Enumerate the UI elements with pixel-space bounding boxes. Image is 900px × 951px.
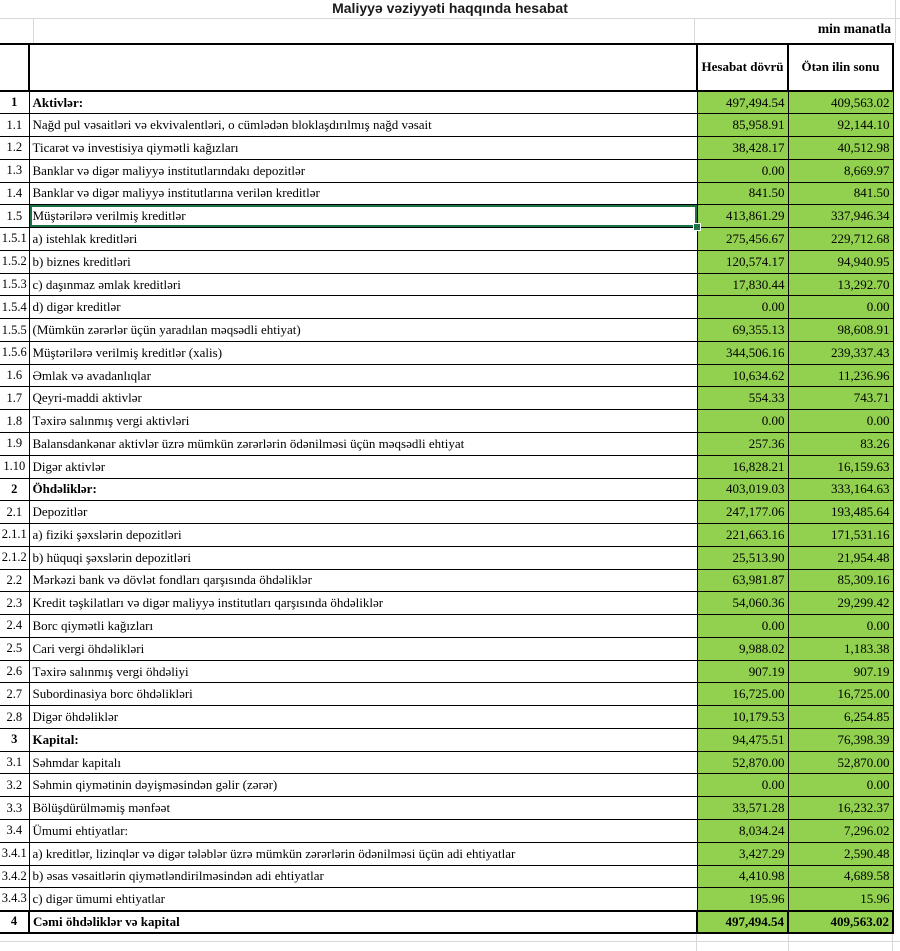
value-current[interactable]: 497,494.54 bbox=[697, 911, 788, 934]
table-row bbox=[0, 296, 893, 319]
row-num[interactable]: 1.5.3 bbox=[0, 273, 29, 296]
table-row bbox=[0, 774, 893, 797]
row-num[interactable]: 1.4 bbox=[0, 182, 29, 205]
value-current[interactable]: 0.00 bbox=[697, 410, 788, 433]
row-label[interactable]: Ümumi ehtiyatlar: bbox=[29, 820, 697, 843]
value-previous[interactable]: 171,531.16 bbox=[788, 524, 893, 547]
table-row bbox=[0, 637, 893, 660]
row-label[interactable]: Bölüşdürülməmiş mənfəət bbox=[29, 797, 697, 820]
row-label[interactable]: c) digər ümumi ehtiyatlar bbox=[29, 888, 697, 911]
row-label[interactable]: Depozitlər bbox=[29, 501, 697, 524]
table-row bbox=[0, 432, 893, 455]
row-num[interactable]: 3.4 bbox=[0, 820, 29, 843]
row-num[interactable]: 3.1 bbox=[0, 751, 29, 774]
row-label[interactable]: b) hüquqi şəxslərin depozitləri bbox=[29, 546, 697, 569]
gridline bbox=[788, 934, 789, 951]
value-current[interactable]: 841.50 bbox=[697, 182, 788, 205]
row-num[interactable]: 1.6 bbox=[0, 364, 29, 387]
value-previous[interactable]: 743.71 bbox=[788, 387, 893, 410]
value-current[interactable]: 221,663.16 bbox=[697, 524, 788, 547]
row-label[interactable]: Öhdəliklər: bbox=[29, 478, 697, 501]
value-current[interactable]: 63,981.87 bbox=[697, 569, 788, 592]
value-previous[interactable]: 16,232.37 bbox=[788, 797, 893, 820]
row-num[interactable]: 3.3 bbox=[0, 797, 29, 820]
gridline bbox=[0, 941, 900, 942]
row-label[interactable]: Borc qiymətli kağızları bbox=[29, 615, 697, 638]
value-previous[interactable]: 4,689.58 bbox=[788, 865, 893, 888]
value-current[interactable]: 497,494.54 bbox=[697, 91, 788, 114]
row-label[interactable]: Kredit təşkilatları və digər maliyyə institutları qarşısında öhdəliklər bbox=[29, 592, 697, 615]
gridline bbox=[33, 18, 34, 43]
value-previous[interactable]: 92,144.10 bbox=[788, 114, 893, 137]
table-row bbox=[0, 137, 893, 160]
value-previous[interactable]: 11,236.96 bbox=[788, 364, 893, 387]
row-num[interactable]: 2.7 bbox=[0, 683, 29, 706]
row-label[interactable]: Banklar və digər maliyyə institutlarına verilən kreditlər bbox=[29, 182, 697, 205]
row-label[interactable]: d) digər kreditlər bbox=[29, 296, 697, 319]
table-row bbox=[0, 820, 893, 843]
row-num[interactable]: 1 bbox=[0, 91, 29, 114]
row-label[interactable]: Müştərilərə verilmiş kreditlər bbox=[29, 205, 697, 228]
value-previous[interactable]: 15.96 bbox=[788, 888, 893, 911]
table-row bbox=[0, 319, 893, 342]
row-num[interactable]: 1.8 bbox=[0, 410, 29, 433]
value-previous[interactable]: 7,296.02 bbox=[788, 820, 893, 843]
value-current[interactable]: 4,410.98 bbox=[697, 865, 788, 888]
value-previous[interactable]: 229,712.68 bbox=[788, 228, 893, 251]
value-previous[interactable]: 0.00 bbox=[788, 410, 893, 433]
table-row bbox=[0, 455, 893, 478]
row-label[interactable]: Əmlak və avadanlıqlar bbox=[29, 364, 697, 387]
value-previous[interactable]: 16,159.63 bbox=[788, 455, 893, 478]
unit-label: min manatla bbox=[817, 21, 891, 36]
value-current[interactable]: 0.00 bbox=[697, 296, 788, 319]
row-label[interactable]: Nağd pul vəsaitləri və ekvivalentləri, o cümlədən bloklaşdırılmış nağd vəsait bbox=[29, 114, 697, 137]
row-num[interactable]: 2.6 bbox=[0, 660, 29, 683]
col-header-prev-year-end[interactable]: Ötən ilin sonu bbox=[788, 44, 893, 91]
row-num[interactable]: 2.1 bbox=[0, 501, 29, 524]
value-previous[interactable]: 6,254.85 bbox=[788, 706, 893, 729]
table-row bbox=[0, 478, 893, 501]
row-num[interactable]: 2.3 bbox=[0, 592, 29, 615]
table-row bbox=[0, 250, 893, 273]
gridline bbox=[694, 18, 695, 43]
value-previous[interactable]: 52,870.00 bbox=[788, 751, 893, 774]
row-label[interactable]: a) fiziki şəxslərin depozitləri bbox=[29, 524, 697, 547]
table-row bbox=[0, 410, 893, 433]
value-previous[interactable]: 29,299.42 bbox=[788, 592, 893, 615]
table-row bbox=[0, 114, 893, 137]
value-current[interactable]: 195.96 bbox=[697, 888, 788, 911]
row-num[interactable]: 2.1.2 bbox=[0, 546, 29, 569]
table-row bbox=[0, 501, 893, 524]
row-num[interactable]: 1.1 bbox=[0, 114, 29, 137]
table-row bbox=[0, 706, 893, 729]
row-num[interactable]: 1.5.2 bbox=[0, 250, 29, 273]
value-current[interactable]: 38,428.17 bbox=[697, 137, 788, 160]
value-current[interactable]: 554.33 bbox=[697, 387, 788, 410]
row-label[interactable]: Qeyri-maddi aktivlər bbox=[29, 387, 697, 410]
row-label[interactable]: Ticarət və investisiya qiymətli kağızları bbox=[29, 137, 697, 160]
value-current[interactable]: 10,634.62 bbox=[697, 364, 788, 387]
value-previous[interactable]: 76,398.39 bbox=[788, 728, 893, 751]
row-label[interactable]: Digər öhdəliklər bbox=[29, 706, 697, 729]
row-num[interactable]: 1.5.5 bbox=[0, 319, 29, 342]
value-current[interactable]: 120,574.17 bbox=[697, 250, 788, 273]
table-row bbox=[0, 546, 893, 569]
row-label[interactable]: a) kreditlər, lizinqlər və digər tələblər üzrə mümkün zərərlərin ödənilməsi üçün adi ehtiyatlar bbox=[29, 842, 697, 865]
table-row bbox=[0, 524, 893, 547]
balance-sheet-table bbox=[0, 43, 894, 934]
value-current[interactable]: 16,725.00 bbox=[697, 683, 788, 706]
value-previous[interactable]: 337,946.34 bbox=[788, 205, 893, 228]
row-num[interactable]: 3.4.2 bbox=[0, 865, 29, 888]
col-header-reporting-period[interactable]: Hesabat dövrü bbox=[697, 44, 788, 91]
value-current[interactable]: 0.00 bbox=[697, 615, 788, 638]
table-row bbox=[0, 273, 893, 296]
table-row bbox=[0, 182, 893, 205]
value-previous[interactable]: 85,309.16 bbox=[788, 569, 893, 592]
value-previous[interactable]: 0.00 bbox=[788, 615, 893, 638]
row-num[interactable]: 2.8 bbox=[0, 706, 29, 729]
value-previous[interactable]: 409,563.02 bbox=[788, 91, 893, 114]
value-current[interactable]: 17,830.44 bbox=[697, 273, 788, 296]
table-row bbox=[0, 842, 893, 865]
gridline bbox=[895, 0, 896, 43]
table-row bbox=[0, 888, 893, 911]
value-current[interactable]: 85,958.91 bbox=[697, 114, 788, 137]
table-row bbox=[0, 341, 893, 364]
table-row bbox=[0, 728, 893, 751]
value-current[interactable]: 247,177.06 bbox=[697, 501, 788, 524]
row-label[interactable]: (Mümkün zərərlər üçün yaradılan məqsədli ehtiyat) bbox=[29, 319, 697, 342]
value-previous[interactable]: 16,725.00 bbox=[788, 683, 893, 706]
row-label[interactable]: Banklar və digər maliyyə institutlarındakı depozitlər bbox=[29, 159, 697, 182]
value-current[interactable]: 33,571.28 bbox=[697, 797, 788, 820]
row-num[interactable]: 4 bbox=[0, 911, 29, 934]
table-row bbox=[0, 159, 893, 182]
value-current[interactable]: 25,513.90 bbox=[697, 546, 788, 569]
value-previous[interactable]: 13,292.70 bbox=[788, 273, 893, 296]
value-previous[interactable]: 0.00 bbox=[788, 774, 893, 797]
table-row bbox=[0, 911, 893, 934]
value-current[interactable]: 3,427.29 bbox=[697, 842, 788, 865]
row-num[interactable]: 1.7 bbox=[0, 387, 29, 410]
value-previous[interactable]: 8,669.97 bbox=[788, 159, 893, 182]
value-previous[interactable]: 841.50 bbox=[788, 182, 893, 205]
table-row bbox=[0, 751, 893, 774]
value-current[interactable]: 403,019.03 bbox=[697, 478, 788, 501]
row-num[interactable]: 1.5 bbox=[0, 205, 29, 228]
value-current[interactable]: 52,870.00 bbox=[697, 751, 788, 774]
table-row bbox=[0, 228, 893, 251]
row-label[interactable]: Səhmin qiymətinin dəyişməsindən gəlir (zərər) bbox=[29, 774, 697, 797]
row-label[interactable]: b) biznes kreditləri bbox=[29, 250, 697, 273]
value-current[interactable]: 0.00 bbox=[697, 159, 788, 182]
row-num[interactable]: 2 bbox=[0, 478, 29, 501]
gridline bbox=[892, 934, 893, 951]
row-num[interactable]: 1.5.4 bbox=[0, 296, 29, 319]
row-label[interactable]: Cari vergi öhdəlikləri bbox=[29, 637, 697, 660]
table-row bbox=[0, 205, 893, 228]
value-current[interactable]: 344,506.16 bbox=[697, 341, 788, 364]
value-current[interactable]: 257.36 bbox=[697, 432, 788, 455]
value-current[interactable]: 54,060.36 bbox=[697, 592, 788, 615]
table-row bbox=[0, 615, 893, 638]
row-num[interactable]: 1.3 bbox=[0, 159, 29, 182]
value-current[interactable]: 907.19 bbox=[697, 660, 788, 683]
value-previous[interactable]: 907.19 bbox=[788, 660, 893, 683]
row-label[interactable]: a) istehlak kreditləri bbox=[29, 228, 697, 251]
table-row bbox=[0, 91, 893, 114]
table-row bbox=[0, 569, 893, 592]
value-previous[interactable]: 83.26 bbox=[788, 432, 893, 455]
table-row bbox=[0, 387, 893, 410]
row-num[interactable]: 1.10 bbox=[0, 455, 29, 478]
row-num[interactable]: 3.2 bbox=[0, 774, 29, 797]
value-current[interactable]: 8,034.24 bbox=[697, 820, 788, 843]
value-previous[interactable]: 193,485.64 bbox=[788, 501, 893, 524]
row-label[interactable]: b) əsas vəsaitlərin qiymətləndirilməsindən adi ehtiyatlar bbox=[29, 865, 697, 888]
row-num[interactable]: 2.1.1 bbox=[0, 524, 29, 547]
value-current[interactable]: 16,828.21 bbox=[697, 455, 788, 478]
row-label[interactable]: Digər aktivlər bbox=[29, 455, 697, 478]
value-current[interactable]: 0.00 bbox=[697, 774, 788, 797]
value-current[interactable]: 69,355.13 bbox=[697, 319, 788, 342]
row-num[interactable]: 2.4 bbox=[0, 615, 29, 638]
row-num[interactable]: 2.2 bbox=[0, 569, 29, 592]
table-row bbox=[0, 683, 893, 706]
value-previous[interactable]: 333,164.63 bbox=[788, 478, 893, 501]
row-label[interactable]: Təxirə salınmış vergi aktivləri bbox=[29, 410, 697, 433]
row-num[interactable]: 1.9 bbox=[0, 432, 29, 455]
header-cell-row-number[interactable] bbox=[0, 44, 29, 91]
value-previous[interactable]: 2,590.48 bbox=[788, 842, 893, 865]
unit-row bbox=[0, 18, 900, 43]
row-label[interactable]: Mərkəzi bank və dövlət fondları qarşısında öhdəliklər bbox=[29, 569, 697, 592]
value-previous[interactable]: 94,940.95 bbox=[788, 250, 893, 273]
row-label[interactable]: c) daşınmaz əmlak kreditləri bbox=[29, 273, 697, 296]
table-row bbox=[0, 592, 893, 615]
value-previous[interactable]: 1,183.38 bbox=[788, 637, 893, 660]
value-current[interactable]: 94,475.51 bbox=[697, 728, 788, 751]
row-num[interactable]: 3.4.1 bbox=[0, 842, 29, 865]
row-label[interactable]: Səhmdar kapitalı bbox=[29, 751, 697, 774]
value-current[interactable]: 275,456.67 bbox=[697, 228, 788, 251]
row-num[interactable]: 2.5 bbox=[0, 637, 29, 660]
value-previous[interactable]: 409,563.02 bbox=[788, 911, 893, 934]
row-label[interactable]: Kapital: bbox=[29, 728, 697, 751]
row-num[interactable]: 3.4.3 bbox=[0, 888, 29, 911]
row-num[interactable]: 1.5.1 bbox=[0, 228, 29, 251]
value-current[interactable]: 10,179.53 bbox=[697, 706, 788, 729]
row-num[interactable]: 1.5.6 bbox=[0, 341, 29, 364]
row-label[interactable]: Balansdankənar aktivlər üzrə mümkün zərərlərin ödənilməsi üçün məqsədli ehtiyat bbox=[29, 432, 697, 455]
row-label[interactable]: Subordinasiya borc öhdəlikləri bbox=[29, 683, 697, 706]
table-row bbox=[0, 660, 893, 683]
header-cell-description[interactable] bbox=[29, 44, 697, 91]
value-previous[interactable]: 98,608.91 bbox=[788, 319, 893, 342]
row-label[interactable]: Təxirə salınmış vergi öhdəliyi bbox=[29, 660, 697, 683]
table-row bbox=[0, 865, 893, 888]
table-row bbox=[0, 364, 893, 387]
report-title: Maliyyə vəziyyəti haqqında hesabat bbox=[332, 0, 568, 16]
gridline bbox=[696, 934, 697, 951]
row-num[interactable]: 3 bbox=[0, 728, 29, 751]
value-previous[interactable]: 40,512.98 bbox=[788, 137, 893, 160]
header-row bbox=[0, 44, 893, 91]
row-label[interactable]: Müştərilərə verilmiş kreditlər (xalis) bbox=[29, 341, 697, 364]
value-current[interactable]: 9,988.02 bbox=[697, 637, 788, 660]
table-row bbox=[0, 797, 893, 820]
row-label[interactable]: Aktivlər: bbox=[29, 91, 697, 114]
value-previous[interactable]: 239,337.43 bbox=[788, 341, 893, 364]
value-current[interactable]: 413,861.29 bbox=[697, 205, 788, 228]
row-num[interactable]: 1.2 bbox=[0, 137, 29, 160]
table-body bbox=[0, 91, 893, 933]
row-label[interactable]: Cəmi öhdəliklər və kapital bbox=[29, 911, 697, 934]
value-previous[interactable]: 21,954.48 bbox=[788, 546, 893, 569]
value-previous[interactable]: 0.00 bbox=[788, 296, 893, 319]
